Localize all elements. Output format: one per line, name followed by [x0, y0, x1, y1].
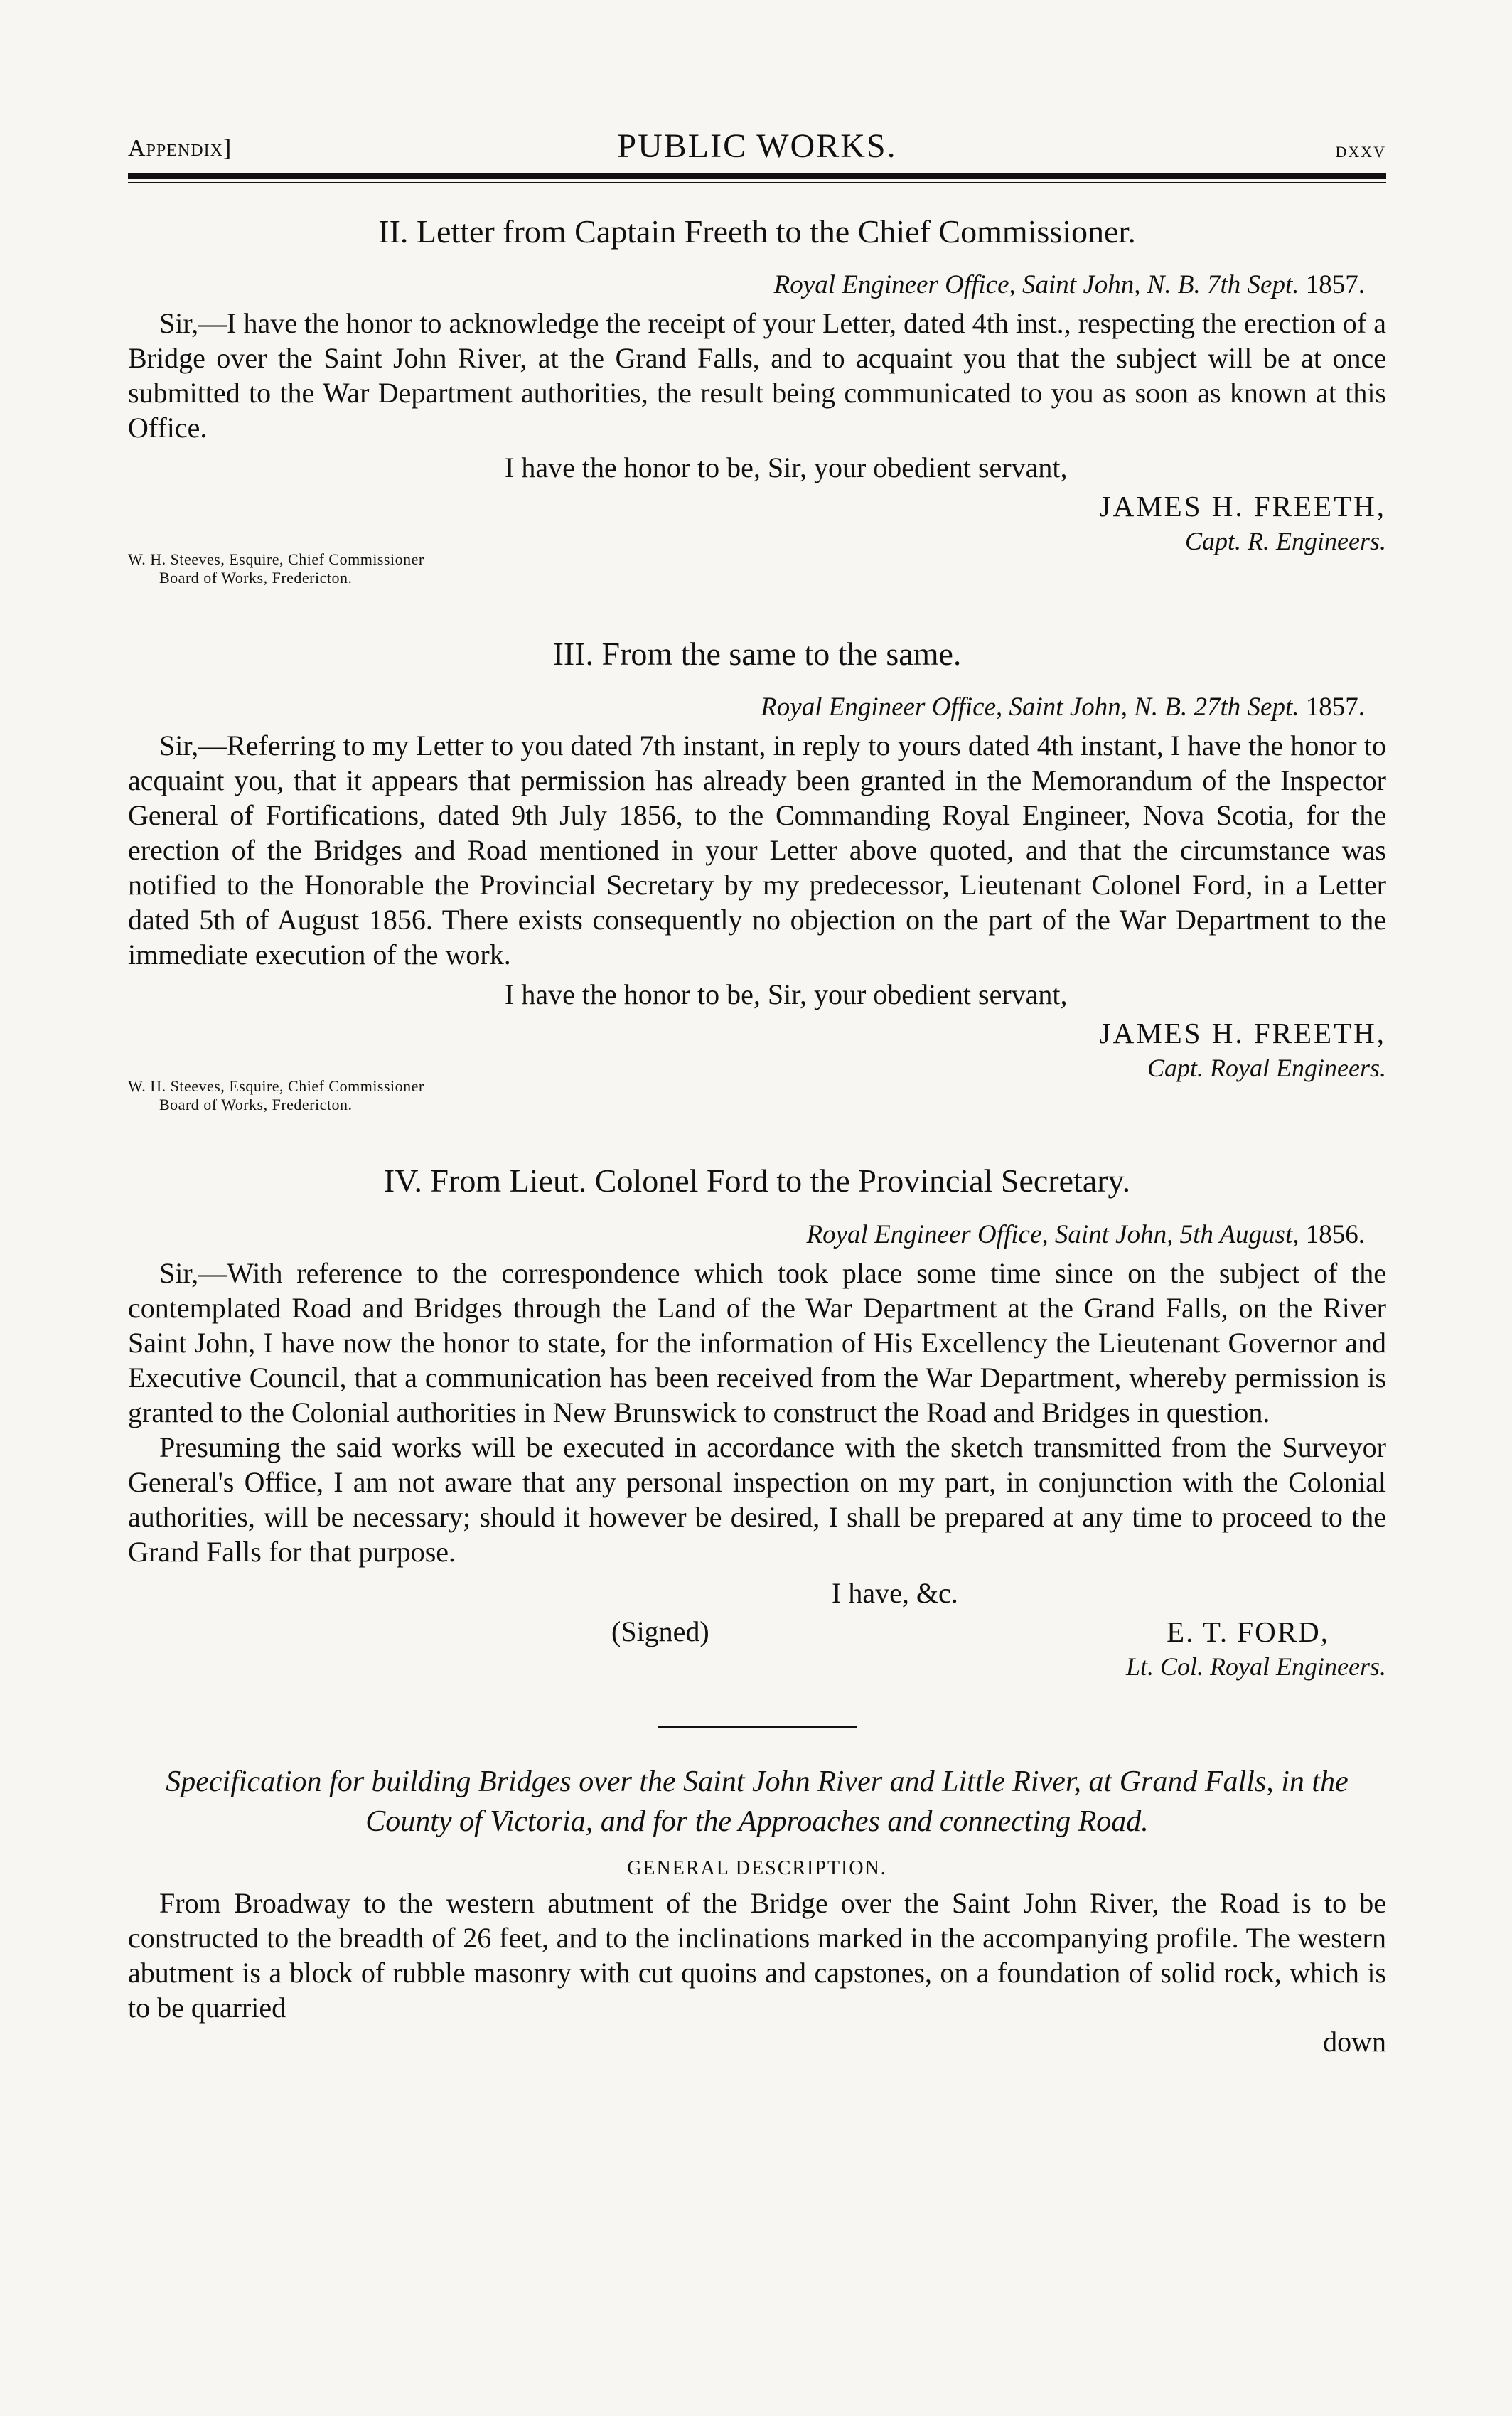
letter-4-heading: IV. From Lieut. Colonel Ford to the Provincial Secretary.	[383, 1162, 1131, 1199]
letter-3-recipient-line1: W. H. Steeves, Esquire, Chief Commissioner	[128, 1077, 424, 1096]
letter-2-recipient-line1: W. H. Steeves, Esquire, Chief Commissioner	[128, 550, 424, 569]
letter-2-heading: II. Letter from Captain Freeth to the Chief Commissioner.	[378, 213, 1136, 250]
letter-4-closing: I have, &c.	[832, 1576, 958, 1609]
letter-3-recipient-line2: Board of Works, Fredericton.	[159, 1096, 353, 1114]
letter-3-dateline	[128, 692, 1386, 722]
letter-2-body: Sir,—I have the honor to acknowledge the receipt of your Letter, dated 4th inst., respecting the erection of a Bridge over the Saint John River, at the Grand Falls, and to acquaint you that the subject will be at once submitted to the War Department authorities, the result being communicated to you as soon as known at this Office.	[128, 307, 1386, 444]
letter-3-signature-block	[128, 1013, 1386, 1091]
letter-3-rank: Capt. Royal Engineers.	[1147, 1054, 1386, 1083]
letter-4-body-1: Sir,—With reference to the correspondence which took place some time since on the subject of the contemplated Road and Bridges through the Land of the War Department at the Grand Falls, on the River Saint John, I have now the honor to state, for the information of His Excellency the Lieutenant Governor and Executive Council, that a communication has been received from the War Department, whereby permission is granted to the Colonial authorities in New Brunswick to construct the Road and Bridges in question.	[128, 1256, 1386, 1428]
letter-4-signature-block	[128, 1576, 1386, 1683]
letter-4-year: 1856.	[1305, 1219, 1365, 1249]
section-divider	[658, 1726, 857, 1728]
specification-body: From Broadway to the western abutment of the Bridge over the Saint John River, the Road is to be constructed to the breadth of 26 feet, and to the inclinations marked in the accompanying profile. The western abutment is a block of rubble masonry with cut quoins and capstones, on a foundation of solid rock, which is to be quarried	[128, 1886, 1386, 2024]
page	[128, 107, 1386, 2058]
letter-4-dateline-text: Royal Engineer Office, Saint John, 5th August,	[806, 1219, 1299, 1249]
letter-2-year: 1857.	[1305, 270, 1365, 300]
letter-3-body: Sir,—Referring to my Letter to you dated 7th instant, in reply to yours dated 4th instant, I have the honor to acquaint you, that it appears that permission has already been granted in the Memorandum of the Inspector General of Fortifications, dated 9th July 1856, to the Commanding Royal Engineer, Nova Scotia, for the erection of the Bridges and Road mentioned in your Letter above quoted, and that the circumstance was notified to the Honorable the Provincial Secretary by my predecessor, Lieutenant Colonel Ford, in a Letter dated 5th of August 1856. There exists consequently no objection on the part of the War Department to the immediate execution of the work.	[128, 729, 1386, 971]
letter-2-dateline	[128, 269, 1386, 300]
running-head	[128, 107, 1386, 164]
letter-2-signature-block	[128, 486, 1386, 565]
letter-4-rank: Lt. Col. Royal Engineers.	[1126, 1652, 1386, 1681]
catchword: down	[1323, 2025, 1386, 2058]
letter-2-recipient-line2: Board of Works, Fredericton.	[159, 569, 353, 587]
letter-2-signature: JAMES H. FREETH,	[1099, 490, 1386, 523]
letter-4-signature: E. T. FORD,	[1167, 1615, 1329, 1648]
letter-4-signed: (Signed)	[611, 1615, 709, 1647]
letter-3-closing: I have the honor to be, Sir, your obedient servant,	[505, 978, 1068, 1011]
header-rule-thick	[128, 173, 1386, 179]
letter-4-dateline	[128, 1219, 1386, 1250]
running-head-title: PUBLIC WORKS.	[617, 127, 897, 165]
page-number: dxxv	[1335, 137, 1386, 162]
letter-3-dateline-text: Royal Engineer Office, Saint John, N. B. 27th Sept.	[761, 693, 1299, 722]
running-head-left: Appendix]	[128, 135, 232, 161]
letter-3-heading: III. From the same to the same.	[552, 636, 962, 673]
specification-title: Specification for building Bridges over the Saint John River and Little River, at Grand Falls, in the County of Victoria, and for the Approaches and connecting Road.	[166, 1765, 1349, 1838]
letter-2-dateline-text: Royal Engineer Office, Saint John, N. B. 7th Sept.	[773, 270, 1299, 300]
letter-4-body-2: Presuming the said works will be executed in accordance with the sketch transmitted from the Surveyor General's Office, I am not aware that any personal inspection on my part, in conjunction with the Colonial authorities, will be necessary; should it however be desired, I shall be prepared at any time to proceed to the Grand Falls for that purpose.	[128, 1431, 1386, 1568]
letter-2-rank: Capt. R. Engineers.	[1185, 527, 1386, 556]
letter-2-closing: I have the honor to be, Sir, your obedient servant,	[505, 451, 1068, 484]
header-rule-thin	[128, 182, 1386, 183]
letter-3-signature: JAMES H. FREETH,	[1099, 1017, 1386, 1050]
specification-subheading: GENERAL DESCRIPTION.	[627, 1856, 887, 1879]
letter-3-year: 1857.	[1305, 693, 1365, 722]
